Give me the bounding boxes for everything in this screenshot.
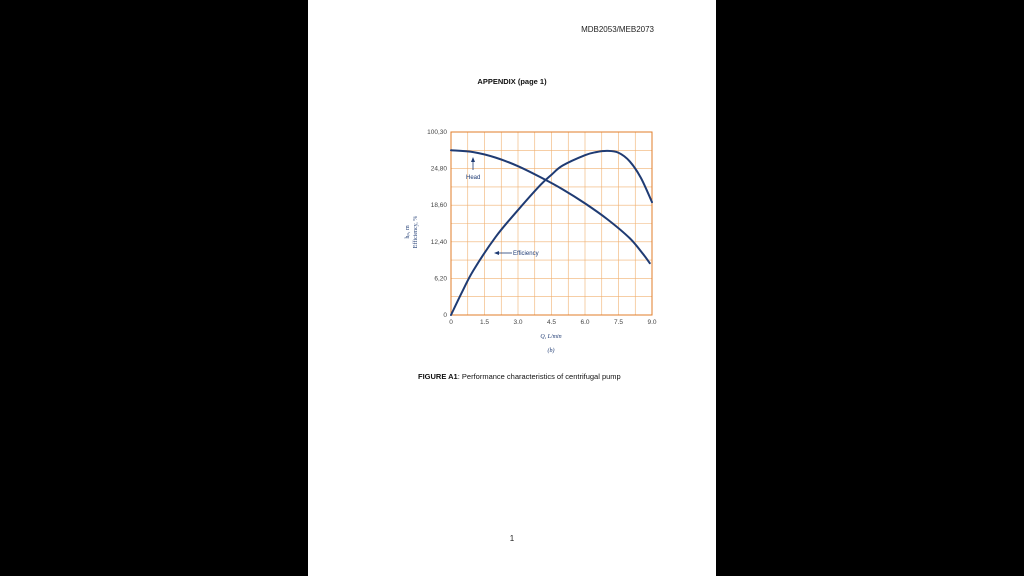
series-line-head [451,150,650,263]
x-tick-label: 7.5 [613,319,624,326]
x-tick-label: 9.0 [647,319,657,326]
figure-caption-label: FIGURE A1 [418,372,458,381]
document-page [308,0,716,576]
figure-caption-text: : Performance characteristics of centrifugal pump [457,372,621,381]
y-tick-label: 6,20 [434,275,447,283]
chart-grid [451,132,652,315]
chart-subcaption: (b) [547,348,555,354]
x-tick-label: 1.5 [479,319,490,326]
y-axis-label-efficiency: Efficiency, % [413,215,419,249]
x-tick-label: 3.0 [513,319,523,326]
y-tick-label: 100,30 [427,129,447,136]
course-code: MDB2053/MEB2073 [581,25,654,34]
efficiency-annotation-label: Efficiency [513,251,539,257]
y-tick-labels [427,129,447,319]
x-tick-label: 4.5 [546,319,557,326]
page-number: 1 [509,534,515,543]
x-tick-label: 0 [449,319,453,326]
y-tick-label: 12,40 [430,238,447,246]
figure-caption [418,372,621,381]
y-tick-label: 0 [443,312,447,319]
y-axis-label-head: hₚ, m [405,225,411,239]
x-axis-label: Q, L/min [540,334,562,340]
head-annotation-arrowhead [471,157,475,162]
x-tick-label: 6.0 [580,319,590,326]
y-tick-label: 18,60 [430,202,447,210]
head-annotation-label: Head [466,175,481,181]
efficiency-annotation-arrowhead [494,251,499,255]
x-tick-labels [449,319,657,326]
y-tick-label: 24,80 [430,165,447,173]
appendix-heading: APPENDIX (page 1) [477,77,547,86]
pump-performance-chart [308,0,716,360]
